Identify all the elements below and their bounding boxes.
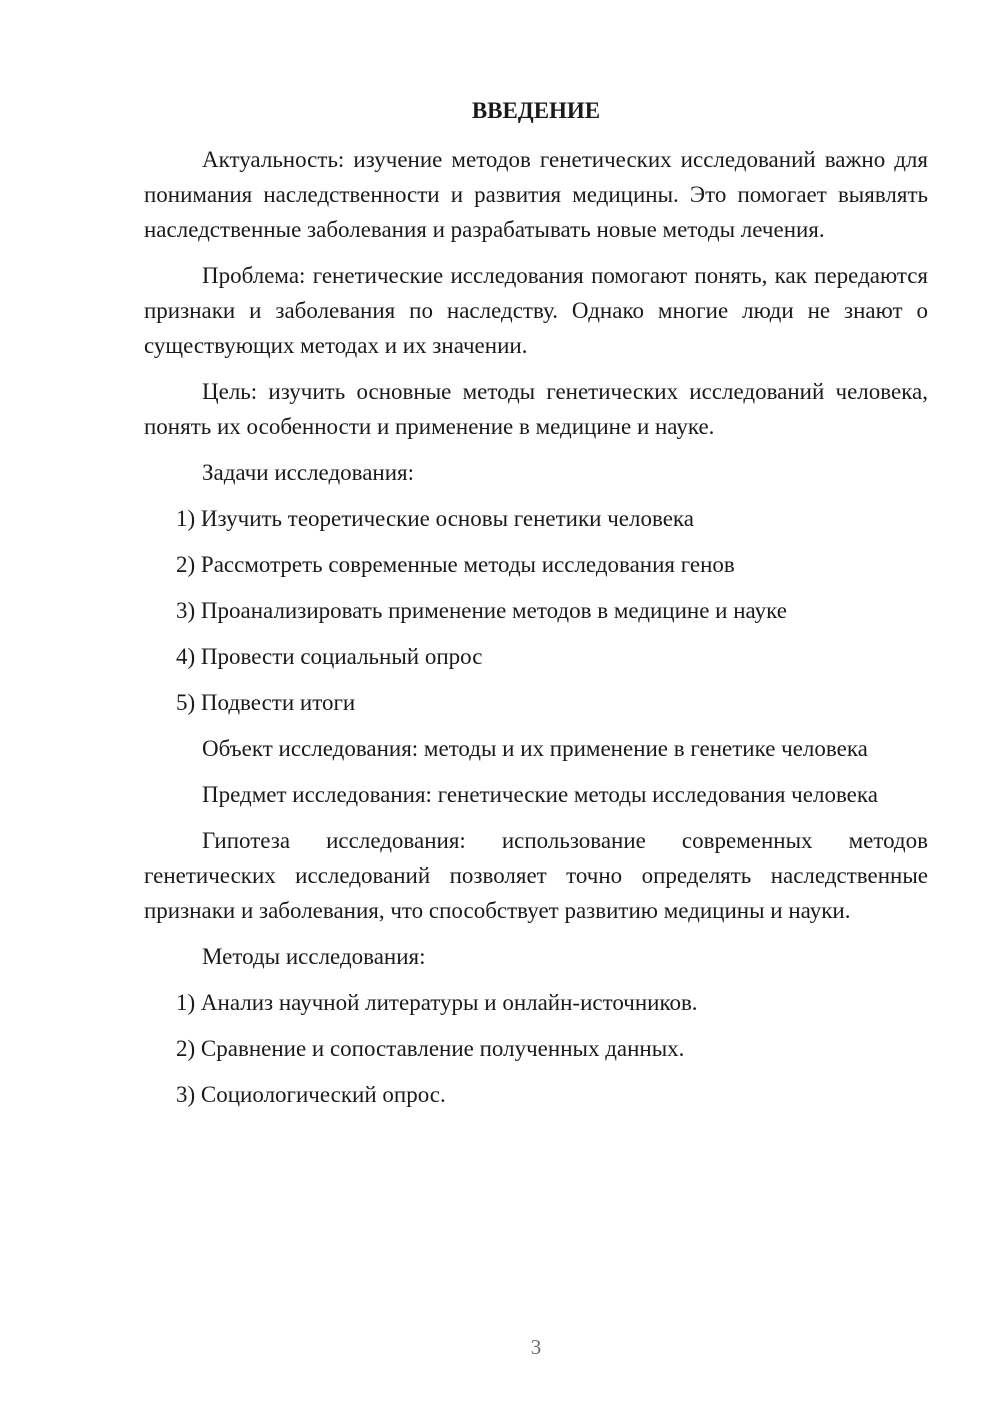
task-item: 5) Подвести итоги xyxy=(176,690,356,715)
task-item: 1) Изучить теоретические основы генетики человека xyxy=(176,506,694,531)
problem-paragraph: Проблема: генетические исследования помогают понять, как передаются признаки и заболевания по наследству. Однако многие люди не знают о существующих методах и их значении. xyxy=(144,263,928,358)
object-paragraph: Объект исследования: методы и их применение в генетике человека xyxy=(202,736,868,761)
tasks-title: Задачи исследования: xyxy=(202,460,415,485)
goal-paragraph: Цель: изучить основные методы генетических исследований человека, понять их особенности и применение в медицине и науке. xyxy=(144,379,928,439)
hypothesis-paragraph: Гипотеза исследования: использование современных методов генетических исследований позволяет точно определять наследственные признаки и заболевания, что способствует развитию медицины и науки. xyxy=(144,828,928,923)
method-item: 3) Социологический опрос. xyxy=(176,1082,446,1107)
relevance-paragraph: Актуальность: изучение методов генетических исследований важно для понимания наследственности и развития медицины. Это помогает выявлять наследственные заболевания и разрабатывать новые методы лечения. xyxy=(144,147,928,242)
task-item: 2) Рассмотреть современные методы исследования генов xyxy=(176,552,735,577)
methods-title: Методы исследования: xyxy=(202,944,426,969)
task-item: 3) Проанализировать применение методов в медицине и науке xyxy=(176,598,787,623)
task-item: 4) Провести социальный опрос xyxy=(176,644,483,669)
subject-paragraph: Предмет исследования: генетические методы исследования человека xyxy=(202,782,878,807)
page-number: 3 xyxy=(530,1335,542,1359)
document-body xyxy=(144,142,928,1123)
section-heading: ВВЕДЕНИЕ xyxy=(471,98,601,123)
method-item: 1) Анализ научной литературы и онлайн-источников. xyxy=(176,990,698,1015)
method-item: 2) Сравнение и сопоставление полученных данных. xyxy=(176,1036,685,1061)
